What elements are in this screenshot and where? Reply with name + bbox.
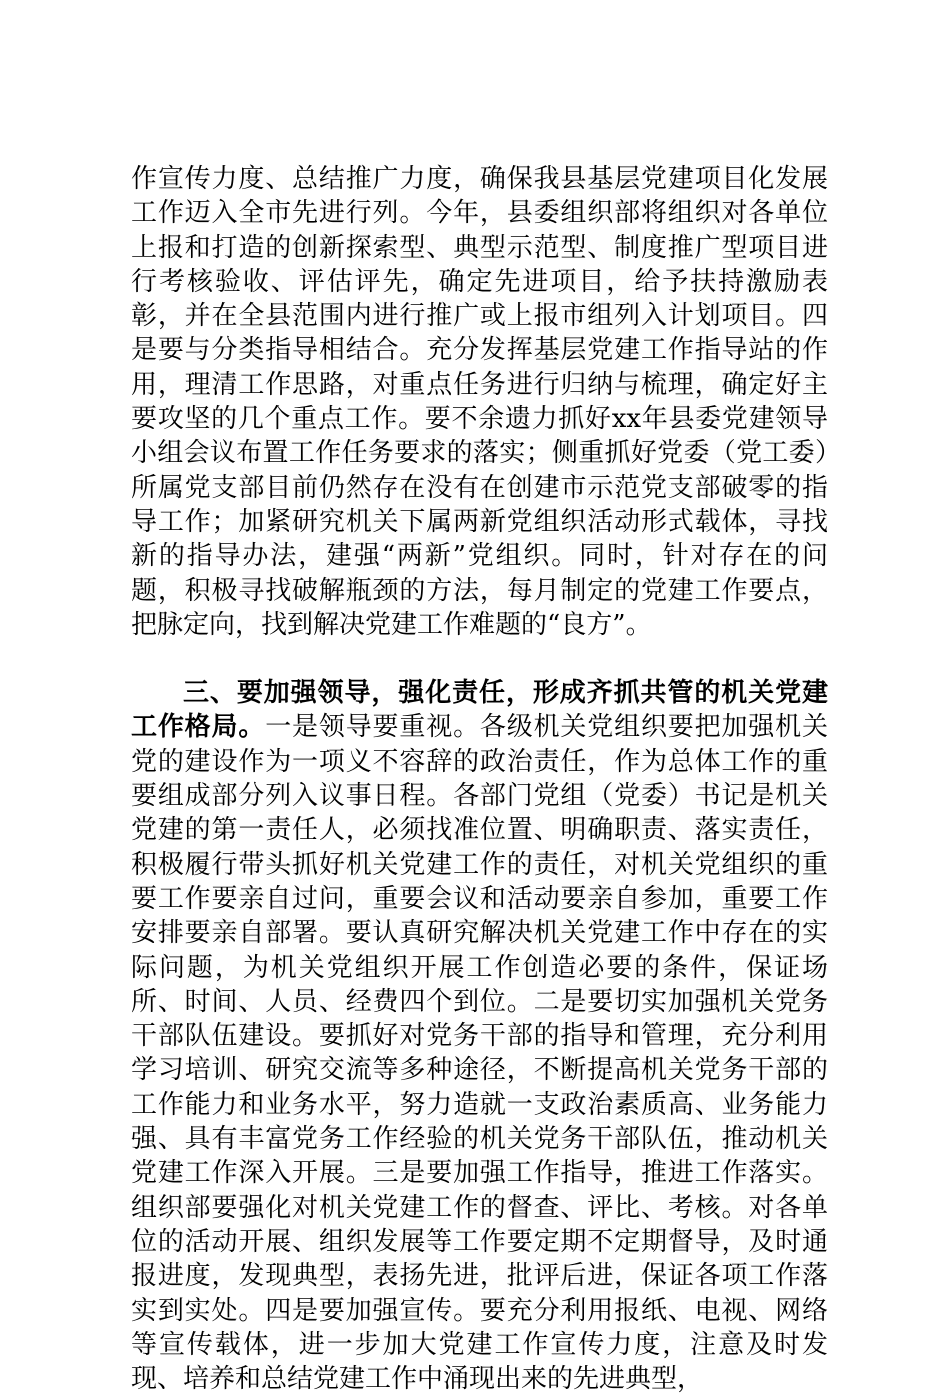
paragraph-gap (131, 642, 828, 676)
paragraph-continued: 作宣传力度、总结推广力度，确保我县基层党建项目化发展工作迈入全市先进行列。今年，县委组织部将组织对各单位上报和打造的创新探索型、典型示范型、制度推广型项目进行考核验收、评估评先，确定先进项目，给予扶持激励表彰，并在全县范围内进行推广或上报市组列入计划项目。四是要与分类指导相结合。充分发挥基层党建工作指导站的作用，理清工作思路，对重点任务进行归纳与梳理，确定好主要攻坚的几个重点工作。要不余遗力抓好xx年县委党建领导小组会议布置工作任务要求的落实；侧重抓好党委（党工委）所属党支部目前仍然存在没有在创建市示范党支部破零的指导工作；加紧研究机关下属两新党组织活动形式载体，寻找新的指导办法，建强“两新”党组织。同时，针对存在的问题，积极寻找破解瓶颈的方法，每月制定的党建工作要点，把脉定向，找到解决党建工作难题的“良方”。 (131, 164, 828, 640)
section-body: 一是领导要重视。各级机关党组织要把加强机关党的建设作为一项义不容辞的政治责任，作为总体工作的重要组成部分列入议事日程。各部门党组（党委）书记是机关党建的第一责任人，必须找准位置、明确职责、落实责任，积极履行带头抓好机关党建工作的责任，对机关党组织的重要工作要亲自过问，重要会议和活动要亲自参加，重要工作安排要亲自部署。要认真研究解决机关党建工作中存在的实际问题，为机关党组织开展工作创造必要的条件，保证场所、时间、人员、经费四个到位。二是要切实加强机关党务干部队伍建设。要抓好对党务干部的指导和管理，充分利用学习培训、研究交流等多种途径，不断提高机关党务干部的工作能力和业务水平，努力造就一支政治素质高、业务能力强、具有丰富党务工作经验的机关党务干部队伍，推动机关党建工作深入开展。三是要加强工作指导，推进工作落实。组织部要强化对机关党建工作的督查、评比、考核。对各单位的活动开展、组织发展等工作要定期不定期督导，及时通报进度，发现典型，表扬先进，批评后进，保证各项工作落实到实处。四是要加强宣传。要充分利用报纸、电视、网络等宣传载体，进一步加大党建工作宣传力度，注意及时发现、培养和总结党建工作中涌现出来的先进典型， (131, 712, 828, 1395)
paragraph-section-three (131, 676, 828, 1396)
section-heading: 三、要加强领导，强化责任，形成齐抓共管的机关党建工作格局。 (131, 678, 828, 743)
document-page (131, 162, 828, 1396)
